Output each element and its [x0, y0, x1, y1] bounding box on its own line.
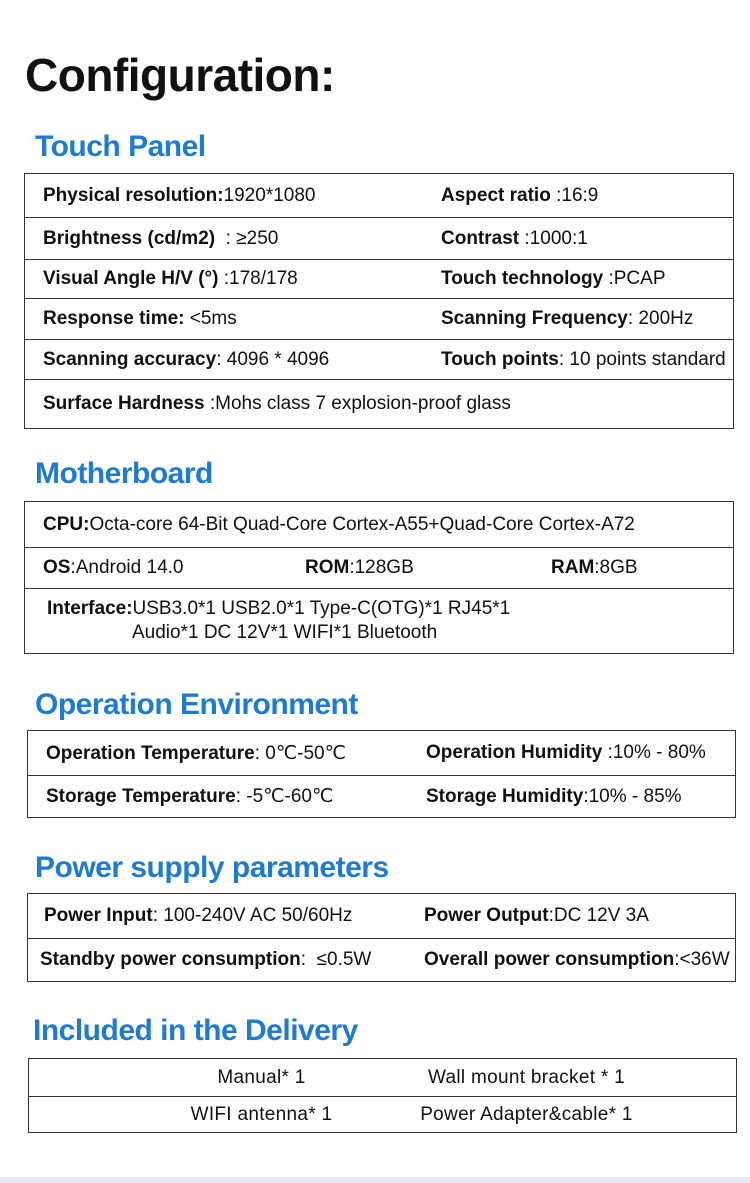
operation-environment-table	[27, 730, 736, 818]
spec-key: Storage Humidity	[426, 785, 584, 807]
spec-value: 1920*1080	[223, 184, 316, 206]
table-row	[25, 218, 734, 260]
spec-value: : -5℃-60℃	[235, 786, 334, 807]
spec-value: : ≤0.5W	[300, 949, 372, 970]
bottom-divider	[0, 1177, 750, 1183]
table-row	[28, 894, 736, 939]
spec-key: Power Input	[44, 905, 153, 926]
spec-key: Storage Temperature	[46, 786, 236, 807]
spec-key: ROM	[305, 557, 350, 578]
spec-key: OS	[43, 557, 71, 578]
table-row	[29, 1059, 737, 1097]
spec-value: :16:9	[556, 184, 599, 206]
power-supply-table	[27, 893, 736, 982]
table-row	[28, 731, 736, 776]
spec-key: Surface Hardness	[43, 393, 210, 414]
delivery-item: Power Adapter&cable* 1	[420, 1103, 633, 1125]
touch-panel-table	[24, 173, 734, 429]
spec-key: Touch points	[441, 348, 559, 370]
spec-value: :<36W	[674, 949, 730, 970]
spec-value: : ≥250	[215, 227, 279, 249]
spec-key: Visual Angle H/V (°)	[43, 268, 224, 289]
spec-value: Octa-core 64-Bit Quad-Core Cortex-A55+Quad-Core Cortex-A72	[89, 513, 635, 535]
operation-environment-heading: Operation Environment	[35, 688, 358, 721]
spec-value: :1000:1	[524, 227, 588, 249]
table-row	[25, 589, 734, 654]
spec-key: Physical resolution:	[43, 184, 224, 206]
table-row	[29, 1097, 737, 1133]
table-row	[25, 380, 734, 429]
table-row	[25, 299, 734, 340]
spec-key: Aspect ratio	[441, 184, 557, 206]
spec-value: :8GB	[594, 557, 638, 578]
spec-key: Scanning accuracy	[43, 348, 217, 370]
table-row	[25, 340, 734, 380]
spec-value: Audio*1 DC 12V*1 WIFI*1 Bluetooth	[132, 622, 438, 643]
motherboard-table	[24, 501, 734, 654]
spec-value: :Mohs class 7 explosion-proof glass	[209, 393, 511, 414]
motherboard-heading: Motherboard	[35, 457, 213, 490]
spec-key: Contrast	[441, 227, 525, 249]
spec-value: : 0℃-50℃	[254, 742, 346, 764]
spec-value: :10% - 80%	[607, 742, 706, 763]
spec-key: Overall power consumption	[424, 949, 675, 970]
delivery-item: WIFI antenna* 1	[190, 1103, 333, 1125]
spec-key: Response time:	[43, 308, 190, 329]
spec-key: CPU:	[43, 513, 90, 535]
spec-key: Operation Humidity	[426, 742, 608, 763]
spec-key: Touch technology	[441, 268, 609, 289]
spec-key: Brightness (cd/m2)	[43, 227, 216, 249]
spec-value: :PCAP	[608, 268, 666, 289]
table-row	[25, 548, 734, 589]
spec-value: <5ms	[189, 308, 237, 329]
delivery-item: Wall mount bracket * 1	[427, 1066, 626, 1088]
delivery-heading: Included in the Delivery	[33, 1014, 358, 1047]
table-row	[25, 260, 734, 299]
spec-value: :DC 12V 3A	[548, 905, 649, 926]
spec-value: :128GB	[349, 557, 414, 578]
power-supply-heading: Power supply parameters	[35, 851, 389, 884]
spec-key: Power Output	[424, 905, 549, 926]
spec-value: :10% - 85%	[583, 785, 682, 807]
delivery-table	[28, 1058, 737, 1133]
spec-key: Standby power consumption	[40, 949, 301, 970]
page-title: Configuration:	[25, 49, 335, 101]
spec-value: : 100-240V AC 50/60Hz	[152, 905, 353, 926]
table-row	[28, 776, 736, 818]
spec-value: : 10 points standard	[558, 348, 726, 370]
spec-value: :Android 14.0	[70, 557, 184, 578]
spec-value: : 4096 * 4096	[216, 348, 330, 370]
delivery-item: Manual* 1	[217, 1066, 306, 1088]
spec-key: Operation Temperature	[46, 742, 255, 764]
spec-key: Interface:	[47, 598, 133, 619]
spec-value: USB3.0*1 USB2.0*1 Type-C(OTG)*1 RJ45*1	[132, 598, 511, 619]
table-row	[25, 502, 734, 548]
table-row	[28, 939, 736, 982]
spec-key: Scanning Frequency	[441, 308, 628, 329]
spec-key: RAM	[551, 557, 595, 578]
table-row	[25, 174, 734, 218]
spec-value: : 200Hz	[627, 308, 694, 329]
touch-panel-heading: Touch Panel	[35, 130, 206, 163]
spec-value: :178/178	[223, 268, 298, 289]
